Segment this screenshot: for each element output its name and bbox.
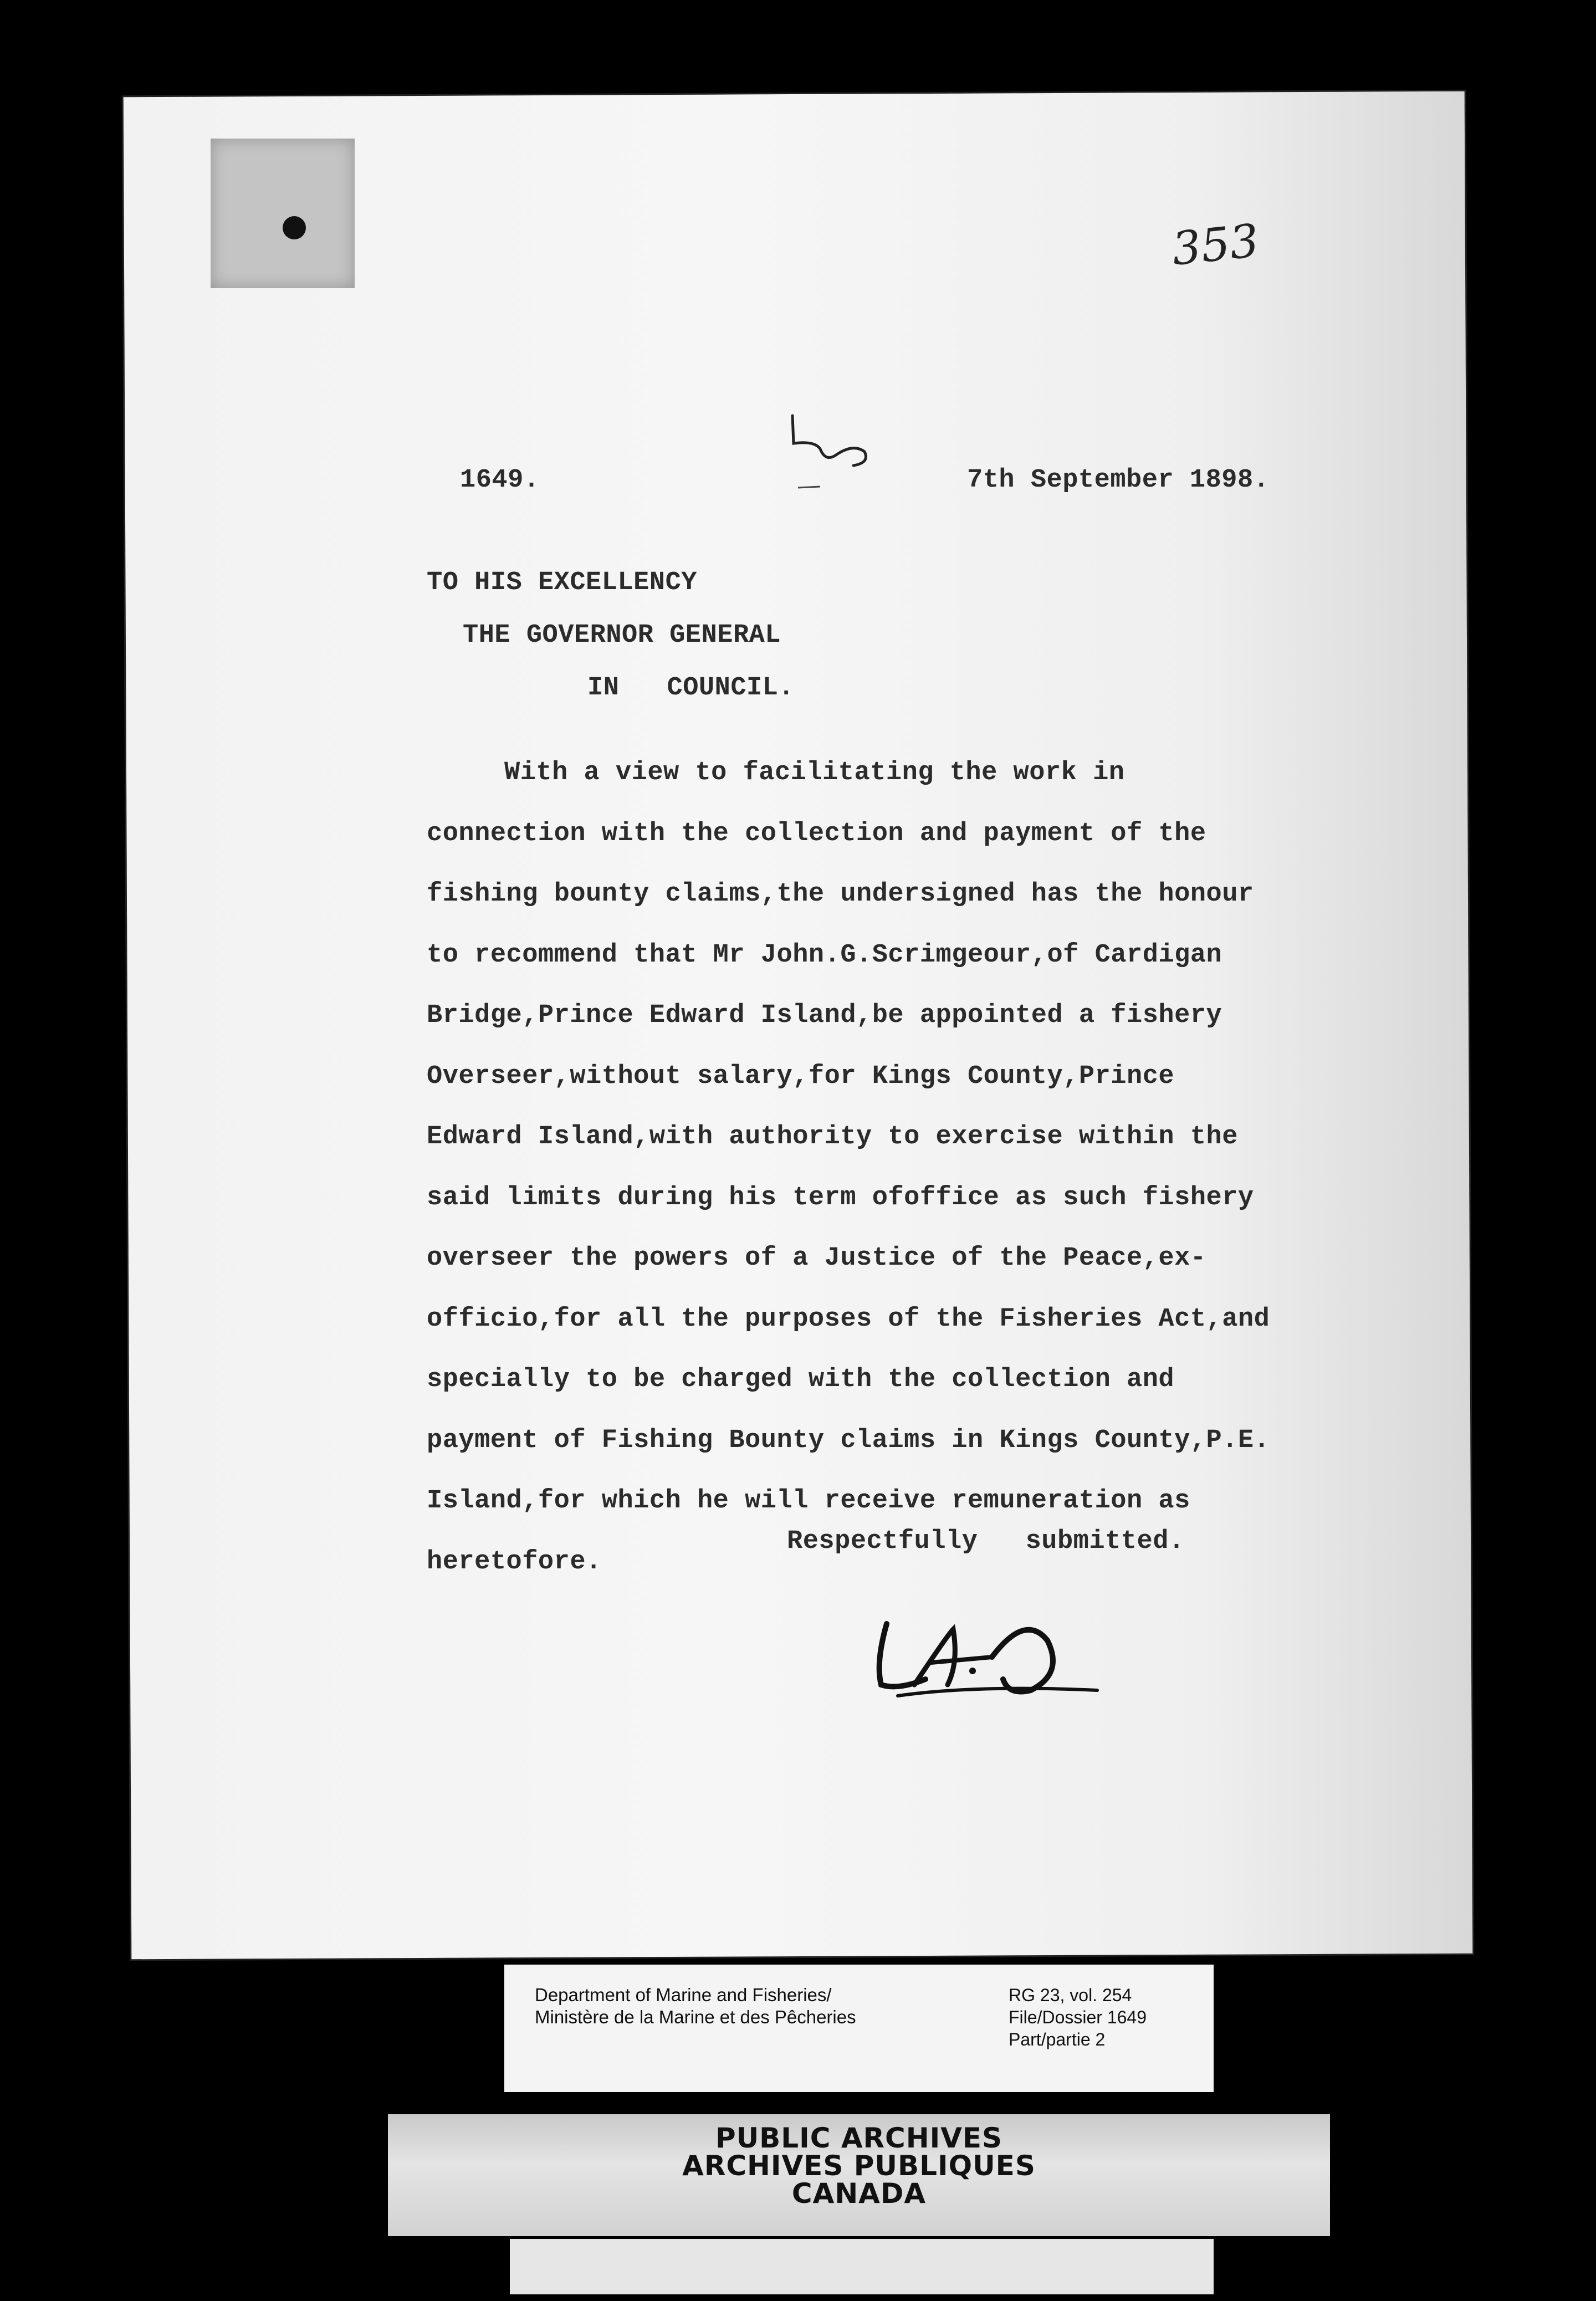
body-line: specially to be charged with the collection and xyxy=(427,1365,1175,1394)
body-line: connection with the collection and payment of the xyxy=(427,819,1206,848)
address-line-3: IN COUNCIL. xyxy=(587,673,795,703)
archive-stamp-country: CANADA xyxy=(791,2177,927,2210)
department-names xyxy=(535,1984,856,2028)
closing-line: Respectfully submitted. xyxy=(787,1527,1185,1556)
handwritten-initial-mark xyxy=(781,410,881,499)
body-line: said limits during his term ofoffice as such fishery xyxy=(427,1183,1254,1213)
body-line: With a view to facilitating the work in xyxy=(504,758,1125,788)
punch-hole xyxy=(283,216,306,239)
letter-body xyxy=(427,743,1270,1592)
body-line: overseer the powers of a Justice of the Peace,ex- xyxy=(427,1244,1206,1273)
body-line: officio,for all the purposes of the Fisheries Act,and xyxy=(427,1304,1270,1334)
department-en: Department of Marine and Fisheries/ xyxy=(535,1985,832,2005)
bottom-paper-strip xyxy=(510,2239,1214,2294)
body-line: Overseer,without salary,for Kings County,Prince xyxy=(427,1061,1175,1091)
body-line: payment of Fishing Bounty claims in Kings County,P.E. xyxy=(427,1425,1270,1455)
archive-stamp-fr: ARCHIVES PUBLIQUES xyxy=(682,2150,1036,2182)
body-line: Edward Island,with authority to exercise within the xyxy=(427,1122,1238,1152)
body-line: Island,for which he will receive remuneration as xyxy=(427,1486,1190,1516)
body-line: Bridge,Prince Edward Island,be appointed a fishery xyxy=(427,1001,1222,1030)
file-dossier: File/Dossier 1649 xyxy=(1009,2007,1147,2027)
archive-reference xyxy=(1009,1984,1147,2051)
handwritten-page-number: 353 xyxy=(1169,214,1262,276)
archive-stamp xyxy=(388,2122,1330,2210)
department-fr: Ministère de la Marine et des Pêcheries xyxy=(535,2007,856,2027)
letter-date: 7th September 1898. xyxy=(967,466,1270,495)
paper-tab xyxy=(211,139,355,288)
archive-reference-label xyxy=(504,1965,1214,2092)
part-partie: Part/partie 2 xyxy=(1009,2029,1106,2049)
handwritten-signature xyxy=(864,1602,1125,1712)
body-line: to recommend that Mr John.G.Scrimgeour,of Cardigan xyxy=(427,940,1222,970)
body-line: fishing bounty claims,the undersigned has the honour xyxy=(427,880,1254,909)
archive-stamp-band xyxy=(388,2114,1330,2236)
file-number: 1649. xyxy=(460,466,540,495)
record-group: RG 23, vol. 254 xyxy=(1009,1985,1132,2005)
body-line: heretofore. xyxy=(427,1547,602,1577)
address-line-2: THE GOVERNOR GENERAL xyxy=(463,621,781,650)
archive-stamp-en: PUBLIC ARCHIVES xyxy=(715,2122,1003,2154)
address-line-1: TO HIS EXCELLENCY xyxy=(427,568,697,597)
